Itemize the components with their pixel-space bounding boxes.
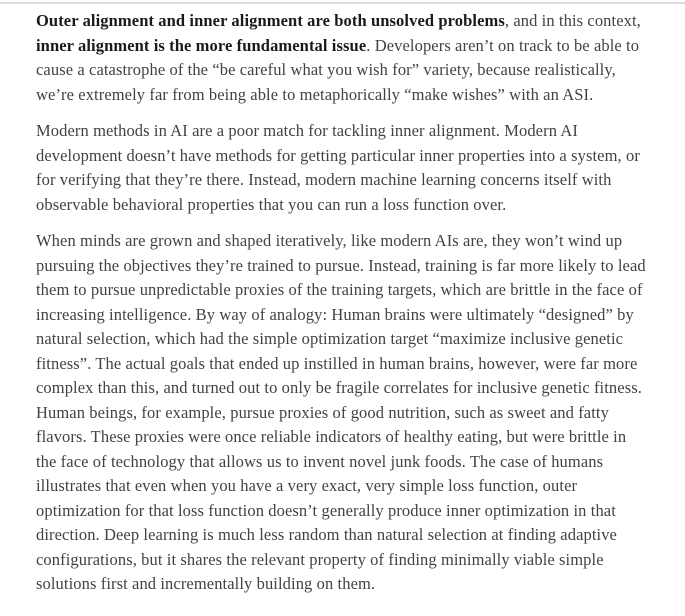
article-body [36,0,650,609]
paragraph-modern-methods [36,119,650,217]
text-segment: , and in this context, [504,11,641,30]
paragraph-minds-grown-iteratively [36,229,650,597]
bold-lead-fundamental-issue: inner alignment is the more fundamental issue [36,35,367,55]
text-segment: Modern methods in AI are a poor match for tackling inner alignment. Modern AI development doesn’t have methods for getting particular inner properties into a system, or for verifying that they’re there. Instead, modern machine learning concerns itself with observable behavioral properties that you can run a loss function over. [36,121,640,214]
text-segment: . Developers aren’t on track to be able to cause a catastrophe of the “be careful what you wish for” variety, because realistically, we’re extremely far from being able to metaphorically “make wishes” with an ASI. [36,35,640,104]
paragraph-outer-inner-alignment [36,9,650,107]
text-segment: When minds are grown and shaped iteratively, like modern AIs are, they won’t wind up pursuing the objectives they’re trained to pursue. Instead, training is far more likely to lead them to pursue unpredictable proxies of the training targets, which are brittle in the face of increasing intelligence. By way of analogy: Human brains were ultimately “designed” by natural selection, which had the simple optimization target “maximize inclusive genetic fitness”. The actual goals that ended up instilled in human brains, however, were far more complex than this, and turned out to only be fragile correlates for inclusive genetic fitness. Human beings, for example, pursue proxies of good nutrition, such as sweet and fatty flavors. These proxies were once reliable indicators of healthy eating, but were brittle in the face of technology that allows us to invent novel junk foods. The case of humans illustrates that even when you have a very exact, very simple loss function, outer optimization for that loss function doesn’t generally produce inner optimization in that direction. Deep learning is much less random than natural selection at finding adaptive configurations, but it shares the relevant property of finding minimally viable simple solutions first and incrementally building on them. [36,231,646,593]
bold-lead-unsolved-problems: Outer alignment and inner alignment are both unsolved problems [36,11,505,30]
